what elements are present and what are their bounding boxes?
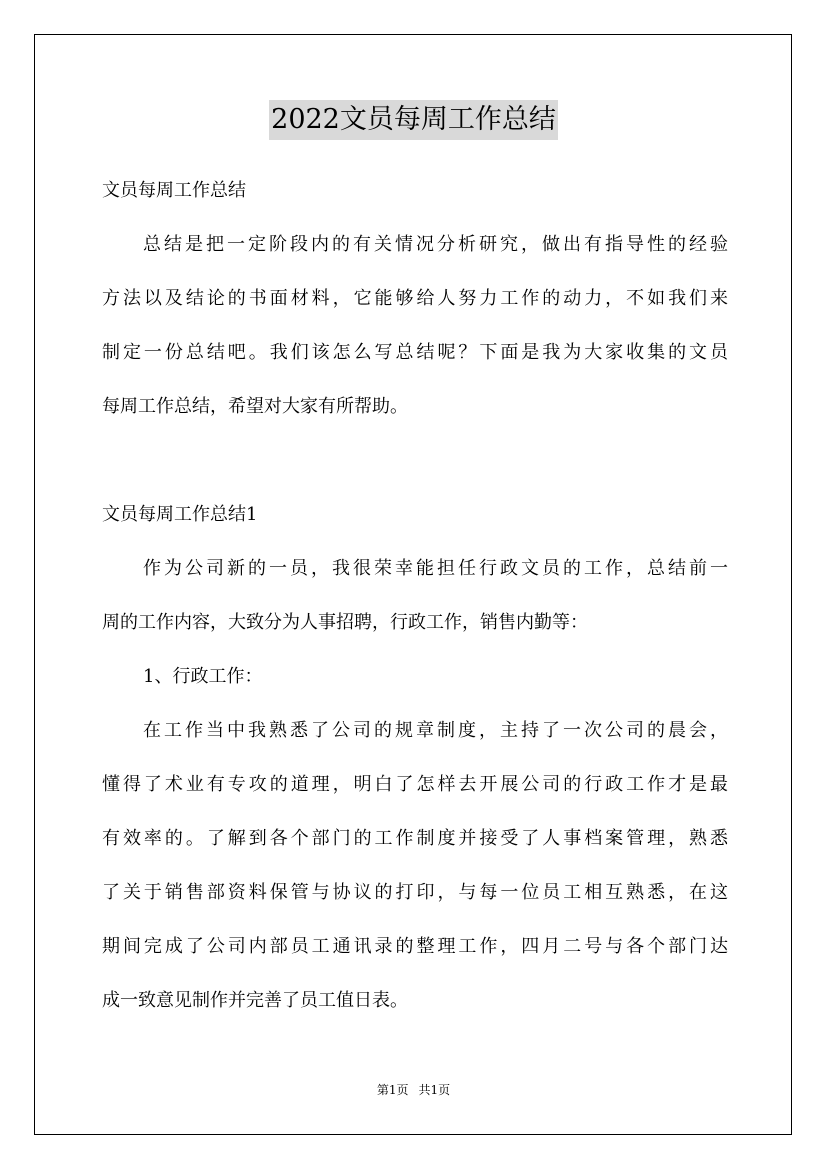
paragraph-line: 每周工作总结，希望对大家有所帮助。 <box>102 396 408 417</box>
paragraph-line: 周的工作内容，大致分为人事招聘，行政工作，销售内勤等： <box>102 612 588 633</box>
document-title: 2022文员每周工作总结 <box>269 100 558 140</box>
document-body <box>102 164 728 1028</box>
paragraph-line: 制定一份总结吧。我们该怎么写总结呢？下面是我为大家收集的文员 <box>102 342 728 363</box>
list-item-heading: 1、行政工作： <box>143 666 263 687</box>
paragraph-line: 总结是把一定阶段内的有关情况分析研究，做出有指导性的经验 <box>143 234 728 255</box>
paragraph-line: 作为公司新的一员，我很荣幸能担任行政文员的工作，总结前一 <box>143 558 728 579</box>
paragraph-line: 方法以及结论的书面材料，它能够给人努力工作的动力，不如我们来 <box>102 288 728 309</box>
paragraph-spacer <box>102 434 728 488</box>
paragraph-line: 成一致意见制作并完善了员工值日表。 <box>102 990 408 1011</box>
paragraph-line: 有效率的。了解到各个部门的工作制度并接受了人事档案管理，熟悉 <box>102 828 728 849</box>
paragraph-line: 期间完成了公司内部员工通讯录的整理工作，四月二号与各个部门达 <box>102 936 728 957</box>
page-footer <box>0 1080 827 1100</box>
page-total: 共1页 <box>418 1083 451 1097</box>
paragraph-line: 懂得了术业有专攻的道理，明白了怎样去开展公司的行政工作才是最 <box>102 774 728 795</box>
section-heading: 文员每周工作总结1 <box>102 504 258 525</box>
title-container <box>0 100 827 140</box>
section-heading: 文员每周工作总结 <box>102 180 246 201</box>
paragraph-line: 了关于销售部资料保管与协议的打印，与每一位员工相互熟悉，在这 <box>102 882 728 903</box>
paragraph-line: 在工作当中我熟悉了公司的规章制度，主持了一次公司的晨会， <box>143 720 728 741</box>
page-number: 第1页 <box>376 1083 409 1097</box>
